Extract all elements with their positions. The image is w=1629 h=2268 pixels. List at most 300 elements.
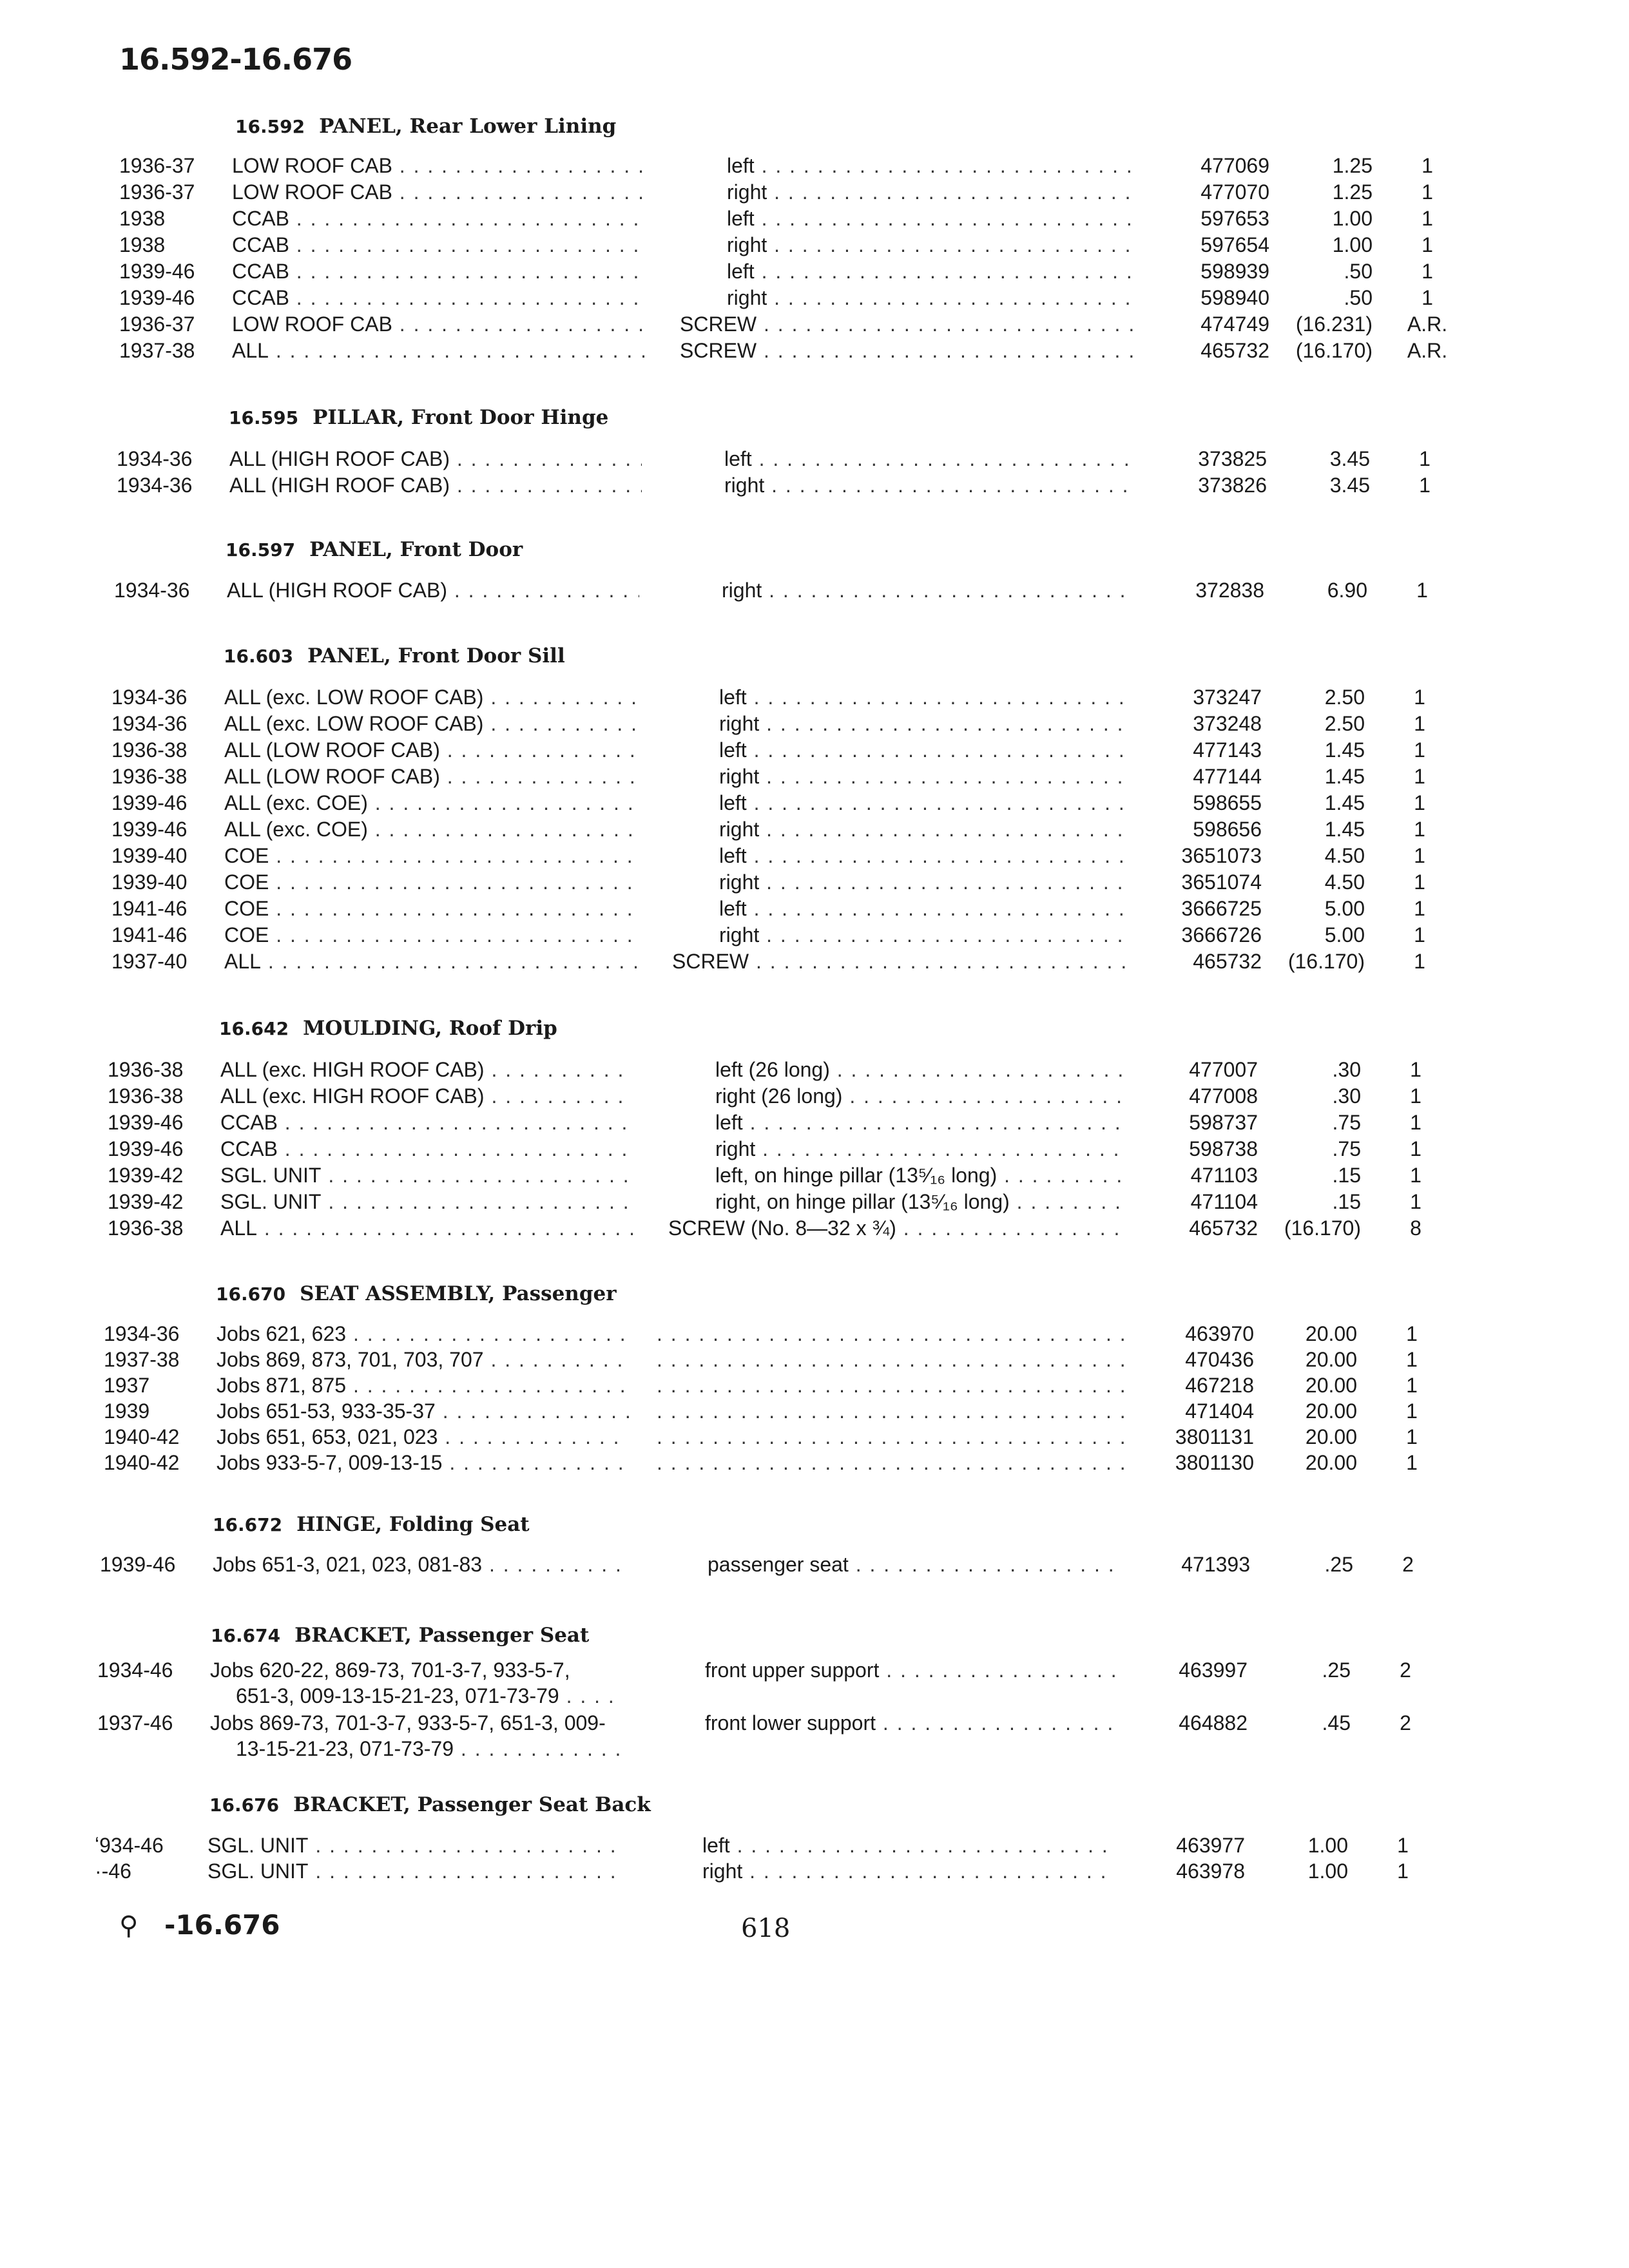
row-quantity: 1 [1414, 870, 1425, 894]
row-model: Jobs 621, 623 . . . [217, 1321, 629, 1347]
row-part-number: 471393 [1181, 1553, 1250, 1576]
row-quantity: 1 [1410, 1164, 1422, 1187]
row-price: 1.45 [1324, 765, 1365, 788]
row-model: Jobs 651, 653, 021, 023 . . . [217, 1424, 629, 1450]
row-description: right . . . [722, 577, 1134, 603]
table-row [0, 1657, 1629, 1683]
table-row [0, 764, 1629, 789]
row-model: CCAB . . . [220, 1136, 633, 1162]
table-row [0, 338, 1629, 363]
row-part-number: 477144 [1193, 765, 1262, 788]
row-price: 5.00 [1324, 923, 1365, 947]
row-price: 1.45 [1324, 791, 1365, 814]
row-model: ALL . . . [232, 338, 644, 363]
row-year: 1939 [104, 1399, 150, 1423]
row-price: .30 [1332, 1058, 1361, 1081]
row-quantity: 1 [1406, 1374, 1418, 1397]
row-description: SCREW (No. 8—32 x ¾) . . . [668, 1215, 1129, 1241]
row-price: (16.170) [1295, 339, 1373, 362]
row-description: left . . . [719, 684, 1132, 710]
row-quantity: 1 [1414, 818, 1425, 841]
section-number: 16.672 [213, 1514, 283, 1535]
table-row [0, 1347, 1629, 1372]
section-title [226, 538, 523, 561]
row-part-number: 471404 [1185, 1399, 1254, 1423]
row-model: SGL. UNIT . . . [207, 1832, 620, 1858]
table-row [0, 922, 1629, 948]
row-year: 1937-38 [119, 339, 195, 362]
row-description: right . . . [719, 764, 1132, 789]
table-row [0, 1832, 1629, 1858]
row-description: passenger seat . . . [708, 1552, 1120, 1577]
table-row [0, 1083, 1629, 1109]
row-model: ALL (HIGH ROOF CAB) . . . [229, 472, 642, 498]
table-row [0, 737, 1629, 763]
row-year: 1939-46 [108, 1111, 184, 1134]
row-part-number: 373248 [1193, 712, 1262, 735]
row-quantity: 1 [1419, 447, 1431, 470]
row-leader-dots [657, 1450, 1124, 1475]
row-quantity: 1 [1414, 791, 1425, 814]
row-model: Jobs 651-3, 021, 023, 081-83 . . . [213, 1552, 625, 1577]
row-part-number: 597653 [1200, 207, 1269, 230]
row-price: .15 [1332, 1190, 1361, 1213]
row-model-continued: 651-3, 009-13-15-21-23, 071-73-79 . . . [236, 1683, 622, 1709]
row-description: right (26 long) . . . [715, 1083, 1128, 1109]
row-description: left . . . [719, 896, 1132, 921]
table-row [0, 1162, 1629, 1188]
row-part-number: 477007 [1189, 1058, 1258, 1081]
row-quantity: A.R. [1407, 312, 1448, 336]
row-year: 1939-42 [108, 1190, 184, 1213]
row-year: 1938 [119, 207, 166, 230]
row-year: 1939-46 [111, 818, 188, 841]
row-model: Jobs 933-5-7, 009-13-15 . . . [217, 1450, 629, 1475]
row-part-number: 477069 [1200, 154, 1269, 177]
table-row [0, 790, 1629, 816]
row-model: CCAB . . . [232, 258, 644, 284]
row-year: 1936-37 [119, 180, 195, 204]
row-model: ALL (exc. COE) . . . [224, 816, 637, 842]
row-year: 1934-36 [117, 447, 193, 470]
row-description: right . . . [719, 816, 1132, 842]
row-year: 1941-46 [111, 897, 188, 920]
row-price: .30 [1332, 1084, 1361, 1108]
row-model: CCAB . . . [232, 232, 644, 258]
row-price: 20.00 [1305, 1322, 1357, 1345]
section-title [235, 115, 616, 138]
row-year: 1936-38 [108, 1058, 184, 1081]
row-part-number: 598939 [1200, 260, 1269, 283]
row-year: ʻ934-46 [95, 1834, 164, 1857]
row-quantity: 1 [1422, 286, 1433, 309]
row-price: 20.00 [1305, 1374, 1357, 1397]
row-description: left . . . [719, 790, 1132, 816]
row-year: 1934-46 [97, 1658, 173, 1682]
section-name: PILLAR, Front Door Hinge [313, 406, 609, 429]
table-row-continuation [0, 1736, 1629, 1762]
row-year: 1940-42 [104, 1451, 180, 1474]
row-quantity: 1 [1416, 579, 1428, 602]
row-part-number: 373247 [1193, 686, 1262, 709]
row-part-number: 598940 [1200, 286, 1269, 309]
row-quantity: 1 [1422, 260, 1433, 283]
row-quantity: 1 [1414, 712, 1425, 735]
row-part-number: 463997 [1179, 1658, 1248, 1682]
row-quantity: 1 [1406, 1425, 1418, 1448]
section-number: 16.676 [209, 1794, 280, 1816]
row-year: 1936-37 [119, 312, 195, 336]
table-row [0, 446, 1629, 472]
table-row [0, 948, 1629, 974]
row-price: 3.45 [1329, 474, 1370, 497]
row-leader-dots [657, 1372, 1124, 1398]
row-model: ALL (exc. LOW ROOF CAB) . . . [224, 711, 637, 736]
row-price: 20.00 [1305, 1399, 1357, 1423]
row-price: 1.25 [1332, 180, 1373, 204]
row-quantity: A.R. [1407, 339, 1448, 362]
row-year: 1939-46 [119, 286, 195, 309]
row-quantity: 1 [1422, 154, 1433, 177]
row-part-number: 3801130 [1175, 1451, 1254, 1474]
row-year: 1936-37 [119, 154, 195, 177]
row-price: .75 [1332, 1137, 1361, 1160]
row-part-number: 373826 [1198, 474, 1267, 497]
row-model: Jobs 651-53, 933-35-37 . . . [217, 1398, 629, 1424]
row-year: 1937-38 [104, 1348, 180, 1371]
row-model: COE . . . [224, 896, 637, 921]
table-row [0, 1372, 1629, 1398]
row-part-number: 598738 [1189, 1137, 1258, 1160]
table-row [0, 258, 1629, 284]
row-year: 1939-46 [119, 260, 195, 283]
row-model: COE . . . [224, 869, 637, 895]
row-quantity: 1 [1406, 1322, 1418, 1345]
row-quantity: 1 [1414, 950, 1425, 973]
table-row [0, 1189, 1629, 1215]
row-price: 1.25 [1332, 154, 1373, 177]
row-part-number: 598737 [1189, 1111, 1258, 1134]
row-price: 2.50 [1324, 686, 1365, 709]
row-price: .25 [1324, 1553, 1353, 1576]
row-quantity: 1 [1406, 1451, 1418, 1474]
table-row [0, 684, 1629, 710]
row-description: left . . . [719, 843, 1132, 869]
section-name: SEAT ASSEMBLY, Passenger [300, 1282, 617, 1305]
row-description: SCREW . . . [680, 311, 1141, 337]
row-model: ALL . . . [224, 948, 637, 974]
row-model: COE . . . [224, 843, 637, 869]
row-part-number: 463970 [1185, 1322, 1254, 1345]
row-model: Jobs 620-22, 869-73, 701-3-7, 933-5-7, [210, 1658, 570, 1682]
row-year: 1939-46 [108, 1137, 184, 1160]
row-part-number: 597654 [1200, 233, 1269, 256]
section-title [213, 1513, 530, 1536]
row-quantity: 1 [1410, 1137, 1422, 1160]
section-title [211, 1624, 589, 1647]
row-model: ALL . . . [220, 1215, 633, 1241]
table-row [0, 1057, 1629, 1082]
row-model: CCAB . . . [232, 206, 644, 231]
row-quantity: 1 [1410, 1084, 1422, 1108]
table-row [0, 1858, 1629, 1884]
row-description: right . . . [719, 869, 1132, 895]
row-model: ALL (exc. HIGH ROOF CAB) . . . [220, 1083, 633, 1109]
row-year: 1936-38 [111, 765, 188, 788]
row-leader-dots [657, 1424, 1124, 1450]
row-year: 1940-42 [104, 1425, 180, 1448]
footer-ref-text: -16.676 [164, 1909, 280, 1941]
section-name: PANEL, Front Door [309, 538, 523, 561]
row-year: 1937-40 [111, 950, 188, 973]
row-description: right . . . [727, 232, 1139, 258]
row-quantity: 2 [1402, 1553, 1414, 1576]
row-price: 4.50 [1324, 870, 1365, 894]
row-model: CCAB . . . [232, 285, 644, 311]
row-description: left (26 long) . . . [715, 1057, 1128, 1082]
row-description: right . . . [727, 285, 1139, 311]
row-part-number: 467218 [1185, 1374, 1254, 1397]
row-model: ALL (exc. LOW ROOF CAB) . . . [224, 684, 637, 710]
row-year: 1939-40 [111, 844, 188, 867]
row-year: 1936-38 [108, 1084, 184, 1108]
row-part-number: 477070 [1200, 180, 1269, 204]
row-price: 20.00 [1305, 1348, 1357, 1371]
row-quantity: 1 [1406, 1399, 1418, 1423]
row-year: 1936-38 [108, 1216, 184, 1240]
row-description: right . . . [719, 711, 1132, 736]
row-model: LOW ROOF CAB . . . [232, 153, 644, 178]
row-price: 5.00 [1324, 897, 1365, 920]
clip-mark-icon: ⚲ [119, 1911, 139, 1941]
row-quantity: 1 [1410, 1058, 1422, 1081]
row-price: (16.170) [1287, 950, 1365, 973]
row-quantity: 1 [1422, 180, 1433, 204]
row-model: LOW ROOF CAB . . . [232, 179, 644, 205]
row-part-number: 471103 [1190, 1164, 1258, 1187]
row-price: .45 [1322, 1711, 1351, 1735]
row-part-number: 598655 [1193, 791, 1262, 814]
section-name: PANEL, Rear Lower Lining [319, 115, 617, 138]
section-name: PANEL, Front Door Sill [307, 644, 565, 668]
row-description: SCREW . . . [672, 948, 1133, 974]
row-price: .50 [1344, 260, 1373, 283]
row-part-number: 3651073 [1181, 844, 1262, 867]
section-number: 16.603 [224, 646, 294, 667]
table-row [0, 1424, 1629, 1450]
row-price: .25 [1322, 1658, 1351, 1682]
row-part-number: 474749 [1200, 312, 1269, 336]
row-description: SCREW . . . [680, 338, 1141, 363]
row-part-number: 373825 [1198, 447, 1267, 470]
row-quantity: 2 [1400, 1711, 1411, 1735]
section-name: BRACKET, Passenger Seat [294, 1624, 590, 1647]
row-year: 1934-36 [111, 686, 188, 709]
row-part-number: 465732 [1189, 1216, 1258, 1240]
row-quantity: 1 [1414, 923, 1425, 947]
row-leader-dots [657, 1321, 1124, 1347]
row-quantity: 1 [1410, 1190, 1422, 1213]
table-row [0, 1321, 1629, 1347]
table-row [0, 816, 1629, 842]
row-year: ·-46 [95, 1860, 131, 1883]
section-title [219, 1017, 557, 1040]
table-row-continuation [0, 1683, 1629, 1709]
table-row [0, 577, 1629, 603]
row-year: 1939-42 [108, 1164, 184, 1187]
row-leader-dots [657, 1347, 1124, 1372]
row-part-number: 470436 [1185, 1348, 1254, 1371]
row-model: SGL. UNIT . . . [220, 1189, 633, 1215]
table-row [0, 311, 1629, 337]
row-part-number: 3666726 [1181, 923, 1262, 947]
row-model: LOW ROOF CAB . . . [232, 311, 644, 337]
row-quantity: 8 [1410, 1216, 1422, 1240]
row-part-number: 3801131 [1175, 1425, 1254, 1448]
row-year: 1934-36 [111, 712, 188, 735]
page-number: 618 [741, 1914, 791, 1943]
row-part-number: 3666725 [1181, 897, 1262, 920]
row-leader-dots [657, 1398, 1124, 1424]
row-model: SGL. UNIT . . . [207, 1858, 620, 1884]
row-part-number: 372838 [1195, 579, 1264, 602]
row-quantity: 2 [1400, 1658, 1411, 1682]
row-model: ALL (exc. HIGH ROOF CAB) . . . [220, 1057, 633, 1082]
table-row [0, 1136, 1629, 1162]
row-model: COE . . . [224, 922, 637, 948]
row-description: front lower support . . . [705, 1710, 1117, 1736]
row-part-number: 3651074 [1181, 870, 1262, 894]
row-part-number: 463978 [1176, 1860, 1245, 1883]
section-name: HINGE, Folding Seat [296, 1513, 530, 1536]
row-part-number: 471104 [1190, 1190, 1258, 1213]
row-price: 1.45 [1324, 738, 1365, 762]
page-heading: 16.592-16.676 [119, 42, 352, 77]
section-number: 16.674 [211, 1625, 281, 1646]
table-row [0, 1398, 1629, 1424]
table-row [0, 232, 1629, 258]
row-part-number: 465732 [1200, 339, 1269, 362]
row-quantity: 1 [1397, 1860, 1409, 1883]
row-price: 2.50 [1324, 712, 1365, 735]
row-price: (16.231) [1295, 312, 1373, 336]
row-description: left . . . [727, 206, 1139, 231]
row-price: 6.90 [1327, 579, 1367, 602]
table-row [0, 869, 1629, 895]
section-number: 16.597 [226, 539, 296, 561]
row-year: 1937 [104, 1374, 150, 1397]
section-name: MOULDING, Roof Drip [303, 1017, 557, 1040]
row-part-number: 465732 [1193, 950, 1262, 973]
row-quantity: 1 [1406, 1348, 1418, 1371]
row-quantity: 1 [1414, 844, 1425, 867]
table-row [0, 843, 1629, 869]
section-number: 16.642 [219, 1018, 289, 1039]
row-year: 1934-36 [114, 579, 190, 602]
table-row [0, 1450, 1629, 1475]
row-description: left . . . [727, 258, 1139, 284]
row-model: CCAB . . . [220, 1110, 633, 1135]
row-description: left . . . [715, 1110, 1128, 1135]
row-model: Jobs 869, 873, 701, 703, 707 . . . [217, 1347, 629, 1372]
row-price: 4.50 [1324, 844, 1365, 867]
row-description: left, on hinge pillar (13⁵⁄₁₆ long) . . . [715, 1162, 1128, 1188]
footer-reference [119, 1909, 280, 1941]
row-description: left . . . [719, 737, 1132, 763]
row-quantity: 1 [1414, 686, 1425, 709]
row-model: ALL (HIGH ROOF CAB) . . . [227, 577, 639, 603]
row-price: 20.00 [1305, 1451, 1357, 1474]
table-row [0, 711, 1629, 736]
row-description: right . . . [702, 1858, 1115, 1884]
row-description: right . . . [715, 1136, 1128, 1162]
table-row [0, 472, 1629, 498]
row-description: left . . . [724, 446, 1137, 472]
row-price: .75 [1332, 1111, 1361, 1134]
row-quantity: 1 [1414, 738, 1425, 762]
row-year: 1934-36 [104, 1322, 180, 1345]
row-year: 1934-36 [117, 474, 193, 497]
table-row [0, 1710, 1629, 1736]
row-quantity: 1 [1410, 1111, 1422, 1134]
row-description: right . . . [727, 179, 1139, 205]
row-description: right . . . [724, 472, 1137, 498]
row-quantity: 1 [1397, 1834, 1409, 1857]
row-model: SGL. UNIT . . . [220, 1162, 633, 1188]
row-quantity: 1 [1422, 207, 1433, 230]
row-model: ALL (exc. COE) . . . [224, 790, 637, 816]
table-row [0, 1215, 1629, 1241]
row-description: right . . . [719, 922, 1132, 948]
row-year: 1941-46 [111, 923, 188, 947]
row-year: 1936-38 [111, 738, 188, 762]
row-part-number: 477143 [1193, 738, 1262, 762]
row-model: ALL (HIGH ROOF CAB) . . . [229, 446, 642, 472]
section-number: 16.670 [216, 1283, 286, 1305]
row-price: (16.170) [1284, 1216, 1361, 1240]
row-year: 1938 [119, 233, 166, 256]
row-description: right, on hinge pillar (13⁵⁄₁₆ long) . . . [715, 1189, 1128, 1215]
row-price: 3.45 [1329, 447, 1370, 470]
row-price: 20.00 [1305, 1425, 1357, 1448]
section-title [216, 1282, 617, 1305]
row-quantity: 1 [1414, 765, 1425, 788]
row-description: left . . . [727, 153, 1139, 178]
section-name: BRACKET, Passenger Seat Back [293, 1793, 651, 1816]
row-description: front upper support . . . [705, 1657, 1117, 1683]
row-quantity: 1 [1419, 474, 1431, 497]
table-row [0, 896, 1629, 921]
row-price: 1.45 [1324, 818, 1365, 841]
row-part-number: 598656 [1193, 818, 1262, 841]
row-year: 1937-46 [97, 1711, 173, 1735]
row-quantity: 1 [1414, 897, 1425, 920]
section-number: 16.595 [229, 407, 299, 428]
row-price: 1.00 [1307, 1834, 1348, 1857]
row-price: .50 [1344, 286, 1373, 309]
row-year: 1939-46 [100, 1553, 176, 1576]
row-model-continued: 13-15-21-23, 071-73-79 . . . [236, 1736, 622, 1762]
row-price: 1.00 [1332, 233, 1373, 256]
section-title [224, 644, 565, 668]
row-part-number: 477008 [1189, 1084, 1258, 1108]
row-price: 1.00 [1332, 207, 1373, 230]
row-quantity: 1 [1422, 233, 1433, 256]
row-description: left . . . [702, 1832, 1115, 1858]
row-model: ALL (LOW ROOF CAB) . . . [224, 737, 637, 763]
row-part-number: 463977 [1176, 1834, 1245, 1857]
row-year: 1939-46 [111, 791, 188, 814]
